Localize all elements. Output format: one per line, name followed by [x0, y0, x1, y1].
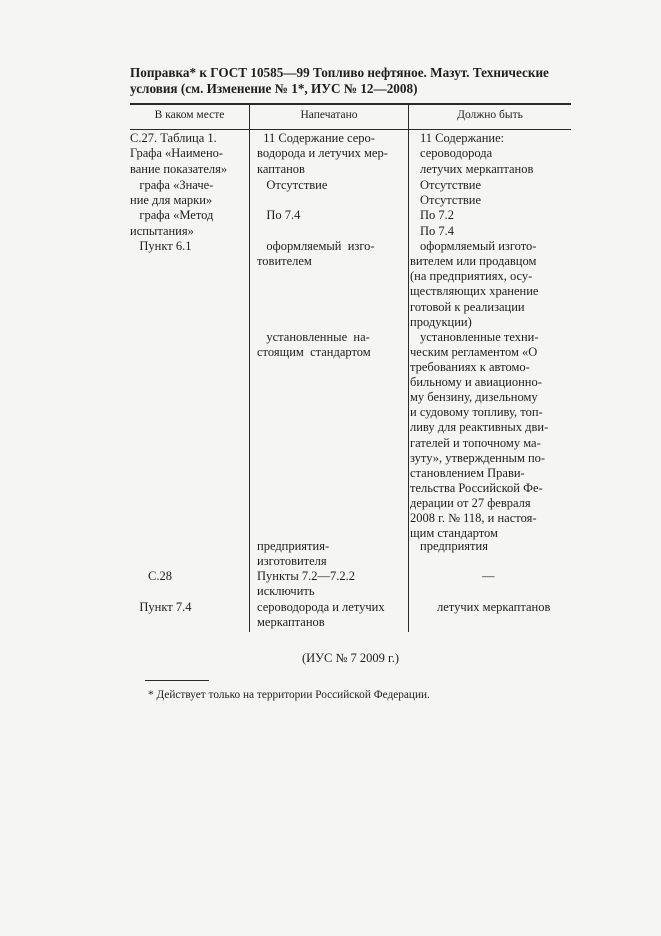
printed-cell: меркаптанов — [257, 615, 325, 629]
printed-cell: оформляемый изго- — [257, 239, 375, 253]
location-cell: Пункт 6.1 — [130, 239, 192, 253]
correct-cell: предприятия — [420, 539, 488, 553]
correct-cell: Отсутствие — [420, 193, 482, 207]
printed-cell: товителем — [257, 254, 312, 268]
location-cell: ние для марки» — [130, 193, 213, 207]
correct-cell: 11 Содержание: — [420, 131, 505, 145]
correct-cell: тельства Российской Фе- — [410, 481, 543, 495]
correct-cell: установленные техни- — [420, 330, 539, 344]
printed-cell: Отсутствие — [257, 178, 328, 192]
table-header-rule — [130, 129, 571, 130]
correct-cell: По 7.4 — [420, 224, 455, 238]
correct-cell: му бензину, дизельному — [410, 390, 538, 404]
printed-cell: По 7.4 — [257, 208, 301, 222]
correct-cell: (на предприятиях, осу- — [410, 269, 533, 283]
correct-cell: По 7.2 — [420, 208, 455, 222]
table-top-rule — [130, 103, 571, 105]
correct-cell: Отсутствие — [420, 178, 482, 192]
correct-cell: летучих меркаптанов — [437, 600, 551, 614]
header-location: В каком месте — [154, 109, 225, 121]
printed-cell: водорода и летучих мер- — [257, 146, 388, 160]
title-line-1: Поправка* к ГОСТ 10585—99 Топливо нефтяное. Мазут. Технические — [130, 65, 549, 80]
column-divider-2 — [408, 104, 409, 632]
correct-cell: продукции) — [410, 315, 472, 329]
printed-cell: исключить — [257, 584, 315, 598]
location-cell: вание показателя» — [130, 162, 228, 176]
printed-cell: установленные на- — [257, 330, 370, 344]
correct-cell: бильному и авиационно- — [410, 375, 542, 389]
title-line-2: условия (см. Изменение № 1*, ИУС № 12—2008) — [130, 80, 418, 96]
correct-cell: 2008 г. № 118, и настоя- — [410, 511, 537, 525]
printed-cell: сероводорода и летучих — [257, 600, 385, 614]
location-cell: С.28 — [148, 569, 172, 583]
correct-cell: гателей и топочному ма- — [410, 436, 541, 450]
correct-cell: летучих меркаптанов — [420, 162, 534, 176]
correct-cell: готовой к реализации — [410, 300, 525, 314]
correct-cell: становлением Прави- — [410, 466, 525, 480]
location-cell: графа «Метод — [130, 208, 214, 222]
location-cell: графа «Значе- — [130, 178, 214, 192]
correct-cell: ливу для реактивных дви- — [410, 420, 549, 434]
correct-cell: ществляющих хранение — [410, 284, 539, 298]
correct-cell: оформляемый изгото- — [420, 239, 537, 253]
column-divider-1 — [249, 104, 250, 632]
issue-reference: (ИУС № 7 2009 г.) — [301, 651, 400, 665]
correct-cell: щим стандартом — [410, 526, 498, 540]
printed-cell: 11 Содержание серо- — [257, 131, 375, 145]
correct-cell: требованиях к автомо- — [410, 360, 530, 374]
header-printed: Напечатано — [300, 109, 358, 121]
correct-cell: зуту», утвержденным по- — [410, 451, 546, 465]
correct-cell: сероводорода — [420, 146, 493, 160]
header-should-be: Должно быть — [457, 109, 523, 121]
document-title — [130, 65, 575, 96]
location-cell: Пункт 7.4 — [130, 600, 192, 614]
correct-cell: дерации от 27 февраля — [410, 496, 531, 510]
printed-cell: Пункты 7.2—7.2.2 — [257, 569, 355, 583]
footnote: * Действует только на территории Российской Федерации. — [148, 689, 430, 701]
correct-cell: вителем или продавцом — [410, 254, 537, 268]
correct-cell: ческим регламентом «О — [410, 345, 538, 359]
location-cell: Графа «Наимено- — [130, 146, 224, 160]
printed-cell: предприятия- — [257, 539, 330, 553]
printed-cell: изготовителя — [257, 554, 327, 568]
location-cell: С.27. Таблица 1. — [130, 131, 217, 145]
location-cell: испытания» — [130, 224, 194, 238]
printed-cell: стоящим стандартом — [257, 345, 371, 359]
correct-cell: — — [482, 569, 495, 583]
printed-cell: каптанов — [257, 162, 305, 176]
footnote-rule — [145, 680, 209, 681]
correct-cell: и судовому топливу, топ- — [410, 405, 543, 419]
